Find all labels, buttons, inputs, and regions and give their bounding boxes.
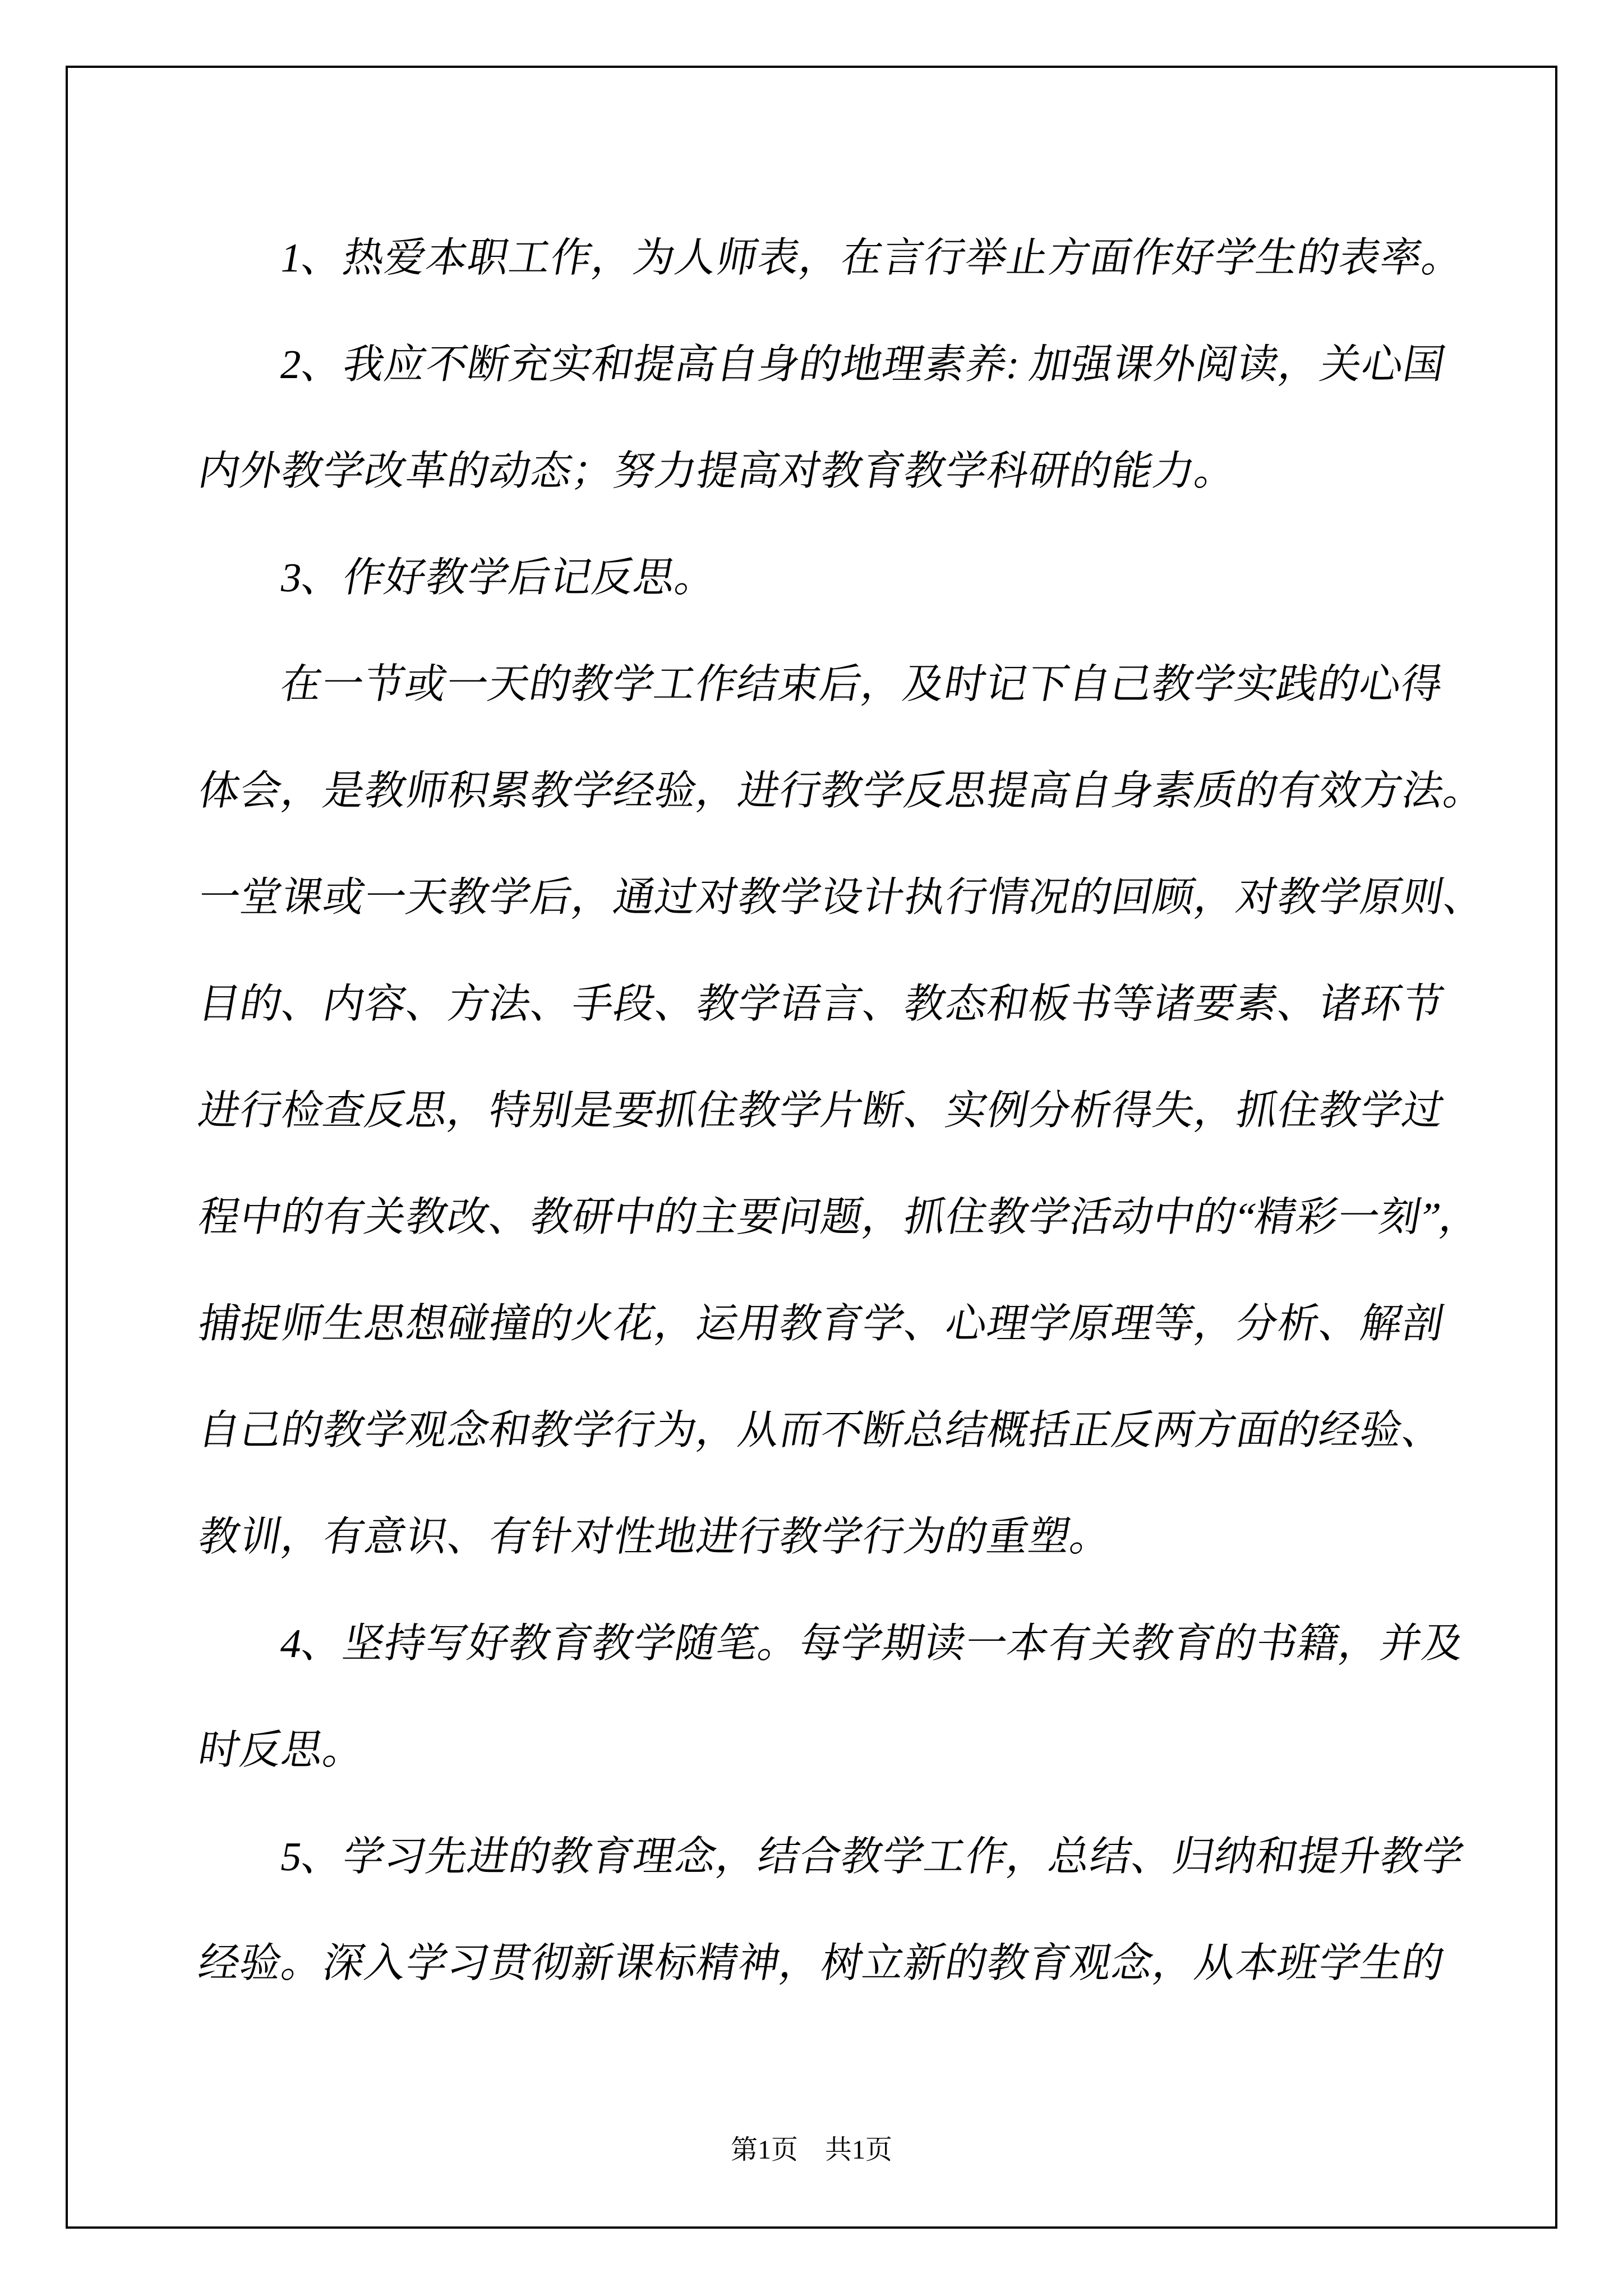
text-line: 捕捉师生思想碰撞的火花，运用教育学、心理学原理等，分析、解剖 <box>195 1301 1449 1346</box>
text-line: 2、我应不断充实和提高自身的地理素养: 加强课外阅读，关心国 <box>276 342 1450 387</box>
text-line: 进行检查反思，特别是要抓住教学片断、实例分析得失，抓住教学过 <box>195 1088 1449 1133</box>
body-text <box>195 205 1490 2017</box>
text-line: 教训，有意识、有针对性地进行教学行为的重塑。 <box>195 1514 1117 1559</box>
text-line: 5、学习先进的教育理念，结合教学工作，总结、归纳和提升教学 <box>276 1834 1468 1879</box>
text-line: 程中的有关教改、教研中的主要问题，抓住教学活动中的“精彩一刻”， <box>195 1194 1486 1240</box>
text-line: 在一节或一天的教学工作结束后，及时记下自己教学实践的心得 <box>276 661 1447 707</box>
page-footer: 第1页 共1页 <box>730 2135 892 2165</box>
text-line: 一堂课或一天教学后，通过对教学设计执行情况的回顾，对教学原则、 <box>195 875 1490 920</box>
text-line: 4、坚持写好教育教学随笔。每学期读一本有关教育的书籍，并及 <box>276 1621 1468 1666</box>
text-line: 目的、内容、方法、手段、教学语言、教态和板书等诸要素、诸环节 <box>195 981 1449 1027</box>
text-line: 自己的教学观念和教学行为，从而不断总结概括正反两方面的经验、 <box>195 1407 1449 1453</box>
text-line: 3、作好教学后记反思。 <box>276 555 721 600</box>
text-line: 内外教学改革的动态；努力提高对教育教学科研的能力。 <box>195 448 1241 494</box>
text-line: 经验。深入学习贯彻新课标精神，树立新的教育观念，从本班学生的 <box>195 1940 1449 1986</box>
text-line: 时反思。 <box>195 1727 370 1773</box>
text-line: 1、热爱本职工作，为人师表，在言行举止方面作好学生的表率。 <box>276 235 1468 280</box>
text-line: 体会，是教师积累教学经验，进行教学反思提高自身素质的有效方法。 <box>195 768 1490 813</box>
